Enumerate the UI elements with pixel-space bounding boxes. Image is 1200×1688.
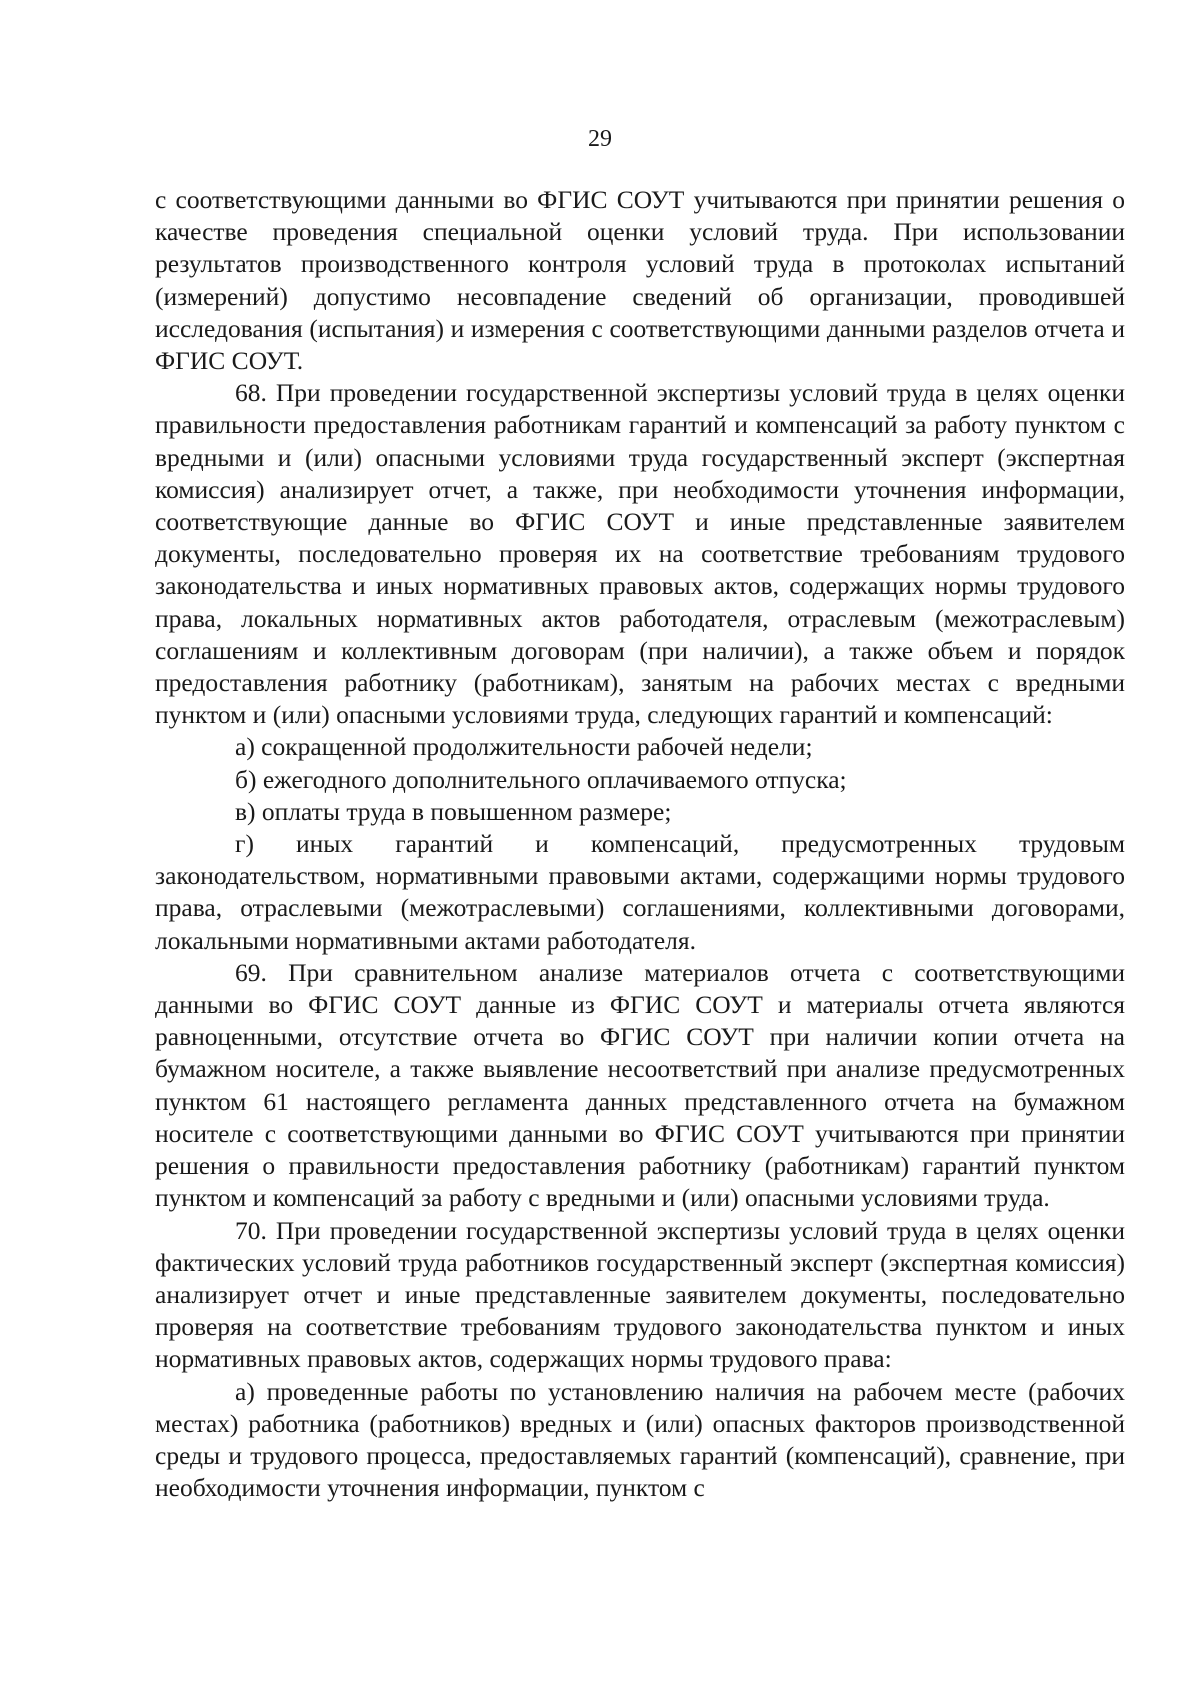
paragraph-continuation: с соответствующими данными во ФГИС СОУТ учитываются при принятии решения о качестве проведения специальной оценки условий труда. При использовании результатов производственного контроля условий труда в протоколах испытаний (измерений) допустимо несовпадение сведений об организации, проводившей исследования (испытания) и измерения с соответствующими данными разделов отчета и ФГИС СОУТ.	[155, 185, 1125, 376]
list-item-b: б) ежегодного дополнительного оплачиваемого отпуска;	[235, 764, 847, 794]
paragraph-69: 69. При сравнительном анализе материалов отчета с соответствующими данными во ФГИС СОУТ данные из ФГИС СОУТ и материалы отчета являются равноценными, отсутствие отчета во ФГИС СОУТ при наличии копии отчета на бумажном носителе, а также выявление несоответствий при анализе предусмотренных пунктом 61 настоящего регламента данных представленного отчета на бумажном носителе с соответствующими данными во ФГИС СОУТ учитываются при принятии решения о правильности предоставления работнику (работникам) гарантий пунктом пунктом и компенсаций за работу с вредными и (или) опасными условиями труда.	[155, 957, 1125, 1213]
list-item-g: г) иных гарантий и компенсаций, предусмотренных трудовым законодательством, нормативными правовыми актами, содержащими нормы трудового права, отраслевыми (межотраслевыми) соглашениями, коллективными договорами, локальными нормативными актами работодателя.	[155, 829, 1125, 955]
paragraph-70: 70. При проведении государственной экспертизы условий труда в целях оценки фактических условий труда работников государственный эксперт (экспертная комиссия) анализирует отчет и иные представленные заявителем документы, последовательно проверяя на соответствие требованиям трудового законодательства пунктом и иных нормативных правовых актов, содержащих нормы трудового права:	[155, 1215, 1125, 1374]
list-item-a: а) сокращенной продолжительности рабочей недели;	[235, 732, 813, 762]
document-body	[155, 184, 1125, 1504]
paragraph-68: 68. При проведении государственной экспертизы условий труда в целях оценки правильности предоставления работникам гарантий и компенсаций за работу пунктом с вредными и (или) опасными условиями труда государственный эксперт (экспертная комиссия) анализирует отчет, а также, при необходимости уточнения информации, соответствующие данные во ФГИС СОУТ и иные представленные заявителем документы, последовательно проверяя их на соответствие требованиям трудового законодательства и иных нормативных правовых актов, содержащих нормы трудового права, локальных нормативных актов работодателя, отраслевым (межотраслевым) соглашениям и коллективным договорам (при наличии), а также объем и порядок предоставления работнику (работникам), занятым на рабочих местах с вредными пунктом и (или) опасными условиями труда, следующих гарантий и компенсаций:	[155, 378, 1125, 730]
page-number: 29	[588, 126, 612, 152]
list-item-70-a: а) проведенные работы по установлению наличия на рабочем месте (рабочих местах) работника (работников) вредных и (или) опасных факторов производственной среды и трудового процесса, предоставляемых гарантий (компенсаций), сравнение, при необходимости уточнения информации, пунктом с	[155, 1376, 1125, 1503]
list-item-v: в) оплаты труда в повышенном размере;	[235, 796, 672, 826]
